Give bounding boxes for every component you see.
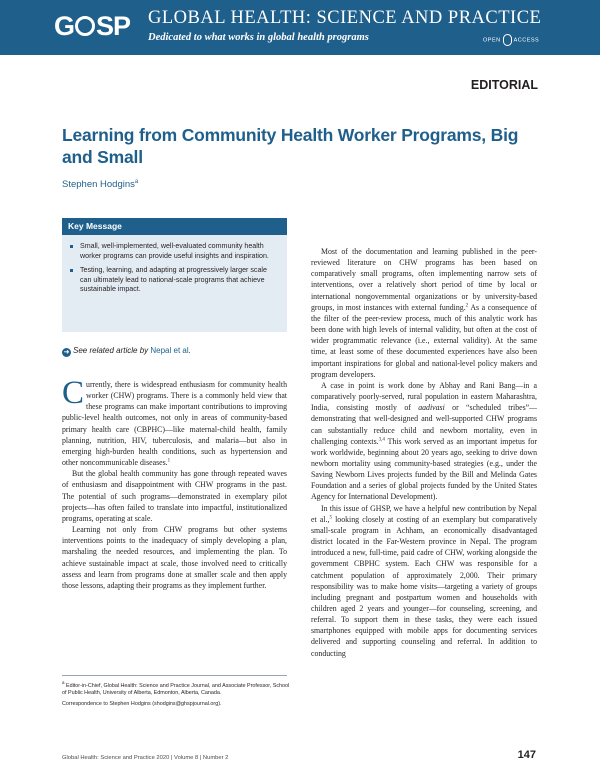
reference-link[interactable]: 3,4 [378, 437, 385, 443]
reference-link[interactable]: 1 [167, 458, 171, 464]
paragraph-text: This work served as an important impetus for work worldwide, beginning about 20 years ago, seeking to drive down newborn mortality using community-based strategies (e.g., under the Saving Newborn Lives projects funded by the Bill and Melinda Gates Foundation and a series of global projects funded by the United States Agency for International Development). [311, 436, 537, 502]
affiliation-footnote [62, 679, 290, 698]
body-left-column [62, 375, 287, 591]
ghsp-logo [54, 6, 130, 46]
key-message-list [62, 235, 287, 295]
related-suffix: . [188, 346, 191, 355]
author-name: Stephen Hodgins [62, 179, 135, 191]
open-access-label-right: ACCESS [513, 37, 540, 44]
affiliation-text: Editor-in-Chief, Global Health: Science and Practice Journal, and Associate Professor, School of Public Health, University of Alberta, Edmonton, Alberta, Canada. [62, 682, 290, 697]
body-right-column [311, 246, 537, 659]
paragraph-text: In this issue of GHSP, we have a helpful new contribution by Nepal et al., [311, 503, 537, 524]
key-message-item: Testing, learning, and adapting at progressively larger scale can ultimately lead to national-scale programs that achieve sustainable impact. [70, 266, 279, 295]
body-paragraph [62, 375, 287, 468]
paragraph-text: urrently, there is widespread enthusiasm for community health worker (CHW) programs. There is a commonly held view that these programs can make important contributions to improving public-level health outcomes, not only in areas of community-based primary health care (CBPHC)—like maternal-child health, family planning, nutrition, HIV, tuberculosis, and malaria—but also in emerging high-burden health conditions, such as hypertension and other noncommunicable diseases. [62, 380, 287, 468]
related-article-note [62, 346, 191, 357]
body-paragraph [62, 468, 287, 524]
reference-link[interactable]: 5 [329, 515, 332, 521]
logo-ring-icon [75, 16, 95, 36]
related-article-link[interactable]: Nepal et al [150, 346, 189, 355]
key-message-heading: Key Message [62, 218, 287, 235]
paragraph-text: A case in point is work done by Abhay and Rani Bang—in a comparatively poorly-served, rural population in eastern Maharashtra, India, consisting mostly of [311, 380, 537, 413]
paragraph-text: But the global health community has gone through repeated waves of enthusiasm and disappointment with CHW programs in the past. The potential of such programs—demonstrated in exemplary pilot projects—has often failed to translate into impactful, institutionalized programs, operating at scale. [62, 469, 287, 523]
key-message-box [62, 218, 287, 332]
paragraph-text: looking closely at costing of an exemplary but comparatively small-scale program in Achham, an economically disadvantaged district located in the Far-Western province in Nepal. The program introduced a new, full-time, paid cadre of CHW, working alongside the government CBPHC system. Each CHW was responsible for a catchment population of approximately 2,000. Their primary responsibility was to make home visits—targeting a variety of groups including pregnant and postpartum women and households with children aged 2 years and younger—for counseling, screening, and referral. To support them in these tasks, they were each issued smartphones equipped with mobile apps for documenting services delivered and supporting counseling and referral. In addition to conducting [311, 514, 537, 658]
logo-text-left: G [54, 11, 75, 41]
footnote-divider [62, 675, 287, 676]
section-label: EDITORIAL [470, 78, 538, 92]
open-access-badge [483, 34, 539, 46]
paragraph-text: As a consequence of the filter of the peer-review process, much of this analytic work has been done with high levels of internal validity, but often at the cost of wider programmatic relevance (i.e., external validity). At the same time, at least some of these documented experiences have also been important inspirations for global and national-level policy makers and program developers. [311, 302, 537, 379]
journal-title: GLOBAL HEALTH: SCIENCE AND PRACTICE [148, 8, 542, 28]
page-number: 147 [517, 749, 536, 761]
paragraph-text: Most of the documentation and learning published in the peer-reviewed literature on CHW programs has been based on comparatively small programs, often implementing narrow sets of interventions, over a relatively short period of time by local or international nongovernmental organizations or by university-based groups, in most instances with external funding. [311, 247, 537, 312]
body-paragraph [311, 503, 537, 659]
journal-tagline: Dedicated to what works in global health programs [148, 32, 369, 43]
reference-link[interactable]: 2 [465, 303, 469, 309]
related-prefix: See related article by [73, 346, 151, 355]
journal-masthead [0, 0, 600, 55]
paragraph-text: or “scheduled tribes”—demonstrating that well-designed and well-supported CHW programs can substantially reduce child and newborn mortality, even in challenging contexts. [311, 403, 537, 446]
footer-citation: Global Health: Science and Practice 2020 | Volume 8 | Number 2 [62, 755, 229, 761]
affiliation-mark: a [62, 680, 65, 685]
drop-cap: C [62, 375, 85, 411]
body-paragraph [311, 246, 537, 380]
open-access-label-left: OPEN [483, 37, 501, 44]
author-line [62, 179, 138, 190]
article-title: Learning from Community Health Worker Programs, Big and Small [62, 125, 519, 167]
logo-text-right: SP [96, 11, 131, 41]
open-access-lock-icon [503, 34, 512, 46]
key-message-item: Small, well-implemented, well-evaluated community health worker programs can provide useful insights and inspiration. [70, 242, 279, 261]
italic-term: aadivasi [418, 403, 445, 413]
author-affiliation-mark: a [134, 179, 139, 185]
correspondence-footnote: Correspondence to Stephen Hodgins (shodgins@ghspjournal.org). [62, 700, 222, 707]
footnotes [62, 679, 290, 712]
body-paragraph: Learning not only from CHW programs but other systems interventions points to the inadequacy of simply developing a plan, marshaling the needed resources, and implementing the plan. To achieve sustainable impact at scale, those involved need to critically assess and learn from programs done at smaller scale and then apply those lessons, adapting their programs as they implement further. [62, 525, 287, 590]
body-paragraph [311, 380, 537, 503]
related-article-arrow-icon: ➜ [63, 349, 70, 356]
